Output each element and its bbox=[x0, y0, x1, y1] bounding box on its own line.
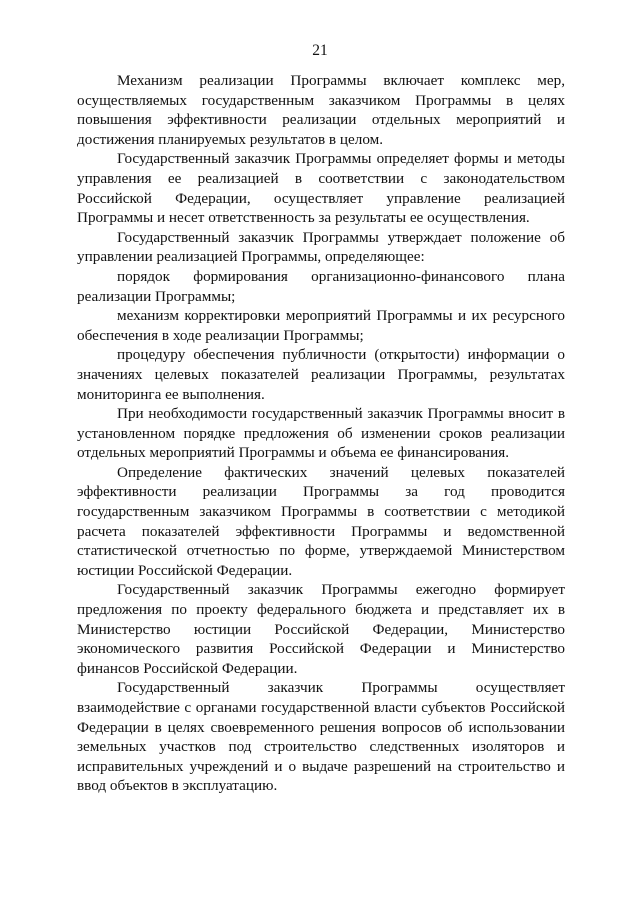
paragraph-schedule-changes: При необходимости государственный заказчик Программы вносит в установленном порядке предложения об изменении сроков реализации отдельных мероприятий Программы и объема ее финансирования. bbox=[77, 405, 565, 462]
page-number: 21 bbox=[312, 42, 328, 59]
paragraph-management-forms: Государственный заказчик Программы определяет формы и методы управления ее реализацией в соответствии с законодательством Российской Федерации, осуществляет управление реализацией Программы и несет ответственность за результаты ее осуществления. bbox=[77, 150, 565, 227]
paragraph-management-regulation: Государственный заказчик Программы утверждает положение об управлении реализацией Программы, определяющее: bbox=[77, 228, 565, 266]
paragraph-indicator-evaluation: Определение фактических значений целевых показателей эффективности реализации Программы за год проводится государственным заказчиком Программы в соответствии с методикой расчета показателей эффективности Программы и ведомственной статистической отчетностью по форме, утверждаемой Министерством юстиции Российской Федерации. bbox=[77, 463, 565, 579]
paragraph-financial-plan: порядок формирования организационно-финансового плана реализации Программы; bbox=[77, 267, 565, 305]
paragraph-adjustment-mechanism: механизм корректировки мероприятий Программы и их ресурсного обеспечения в ходе реализации Программы; bbox=[77, 307, 565, 344]
document-body bbox=[77, 71, 565, 796]
paragraph-publicity-procedure: процедуру обеспечения публичности (открытости) информации о значениях целевых показателей реализации Программы, результатах мониторинга ее выполнения. bbox=[77, 346, 565, 403]
paragraph-implementation-mechanism: Механизм реализации Программы включает комплекс мер, осуществляемых государственным заказчиком Программы в целях повышения эффективности реализации отдельных мероприятий и достижения планируемых результатов в целом. bbox=[77, 72, 565, 148]
paragraph-regional-cooperation: Государственный заказчик Программы осуществляет взаимодействие с органами государственной власти субъектов Российской Федерации в целях своевременного решения вопросов об использовании земельных участков под строительство следственных изоляторов и исправительных учреждений и о выдаче разрешений на строительство и ввод объектов в эксплуатацию. bbox=[77, 679, 565, 795]
paragraph-budget-proposals: Государственный заказчик Программы ежегодно формирует предложения по проекту федерального бюджета и представляет их в Министерство юстиции Российской Федерации, Министерство экономического развития Российской Федерации и Министерство финансов Российской Федерации. bbox=[77, 581, 565, 677]
